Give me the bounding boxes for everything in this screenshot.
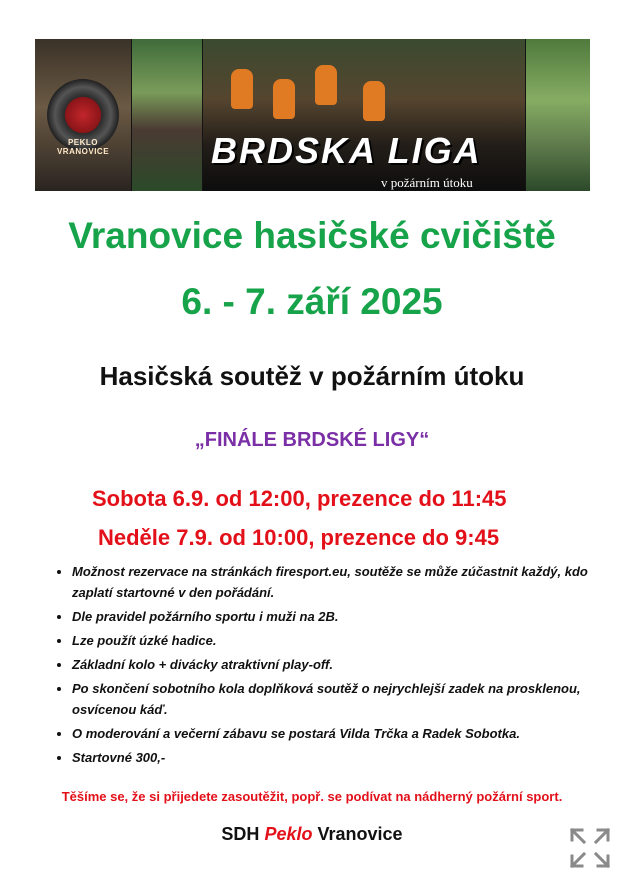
firefighter-figure xyxy=(273,79,295,119)
event-date-title: 6. - 7. září 2025 xyxy=(181,281,443,322)
organizer-suffix: Vranovice xyxy=(317,824,403,844)
features-list xyxy=(50,561,592,771)
event-location-title: Vranovice hasičské cvičiště xyxy=(68,215,556,256)
list-item: • Po skončení sobotního kola doplňková soutěž o nejrychlejší zadek na prosklenou, osvícenou káď. xyxy=(72,678,592,720)
header-banner xyxy=(35,39,590,191)
organizer-line xyxy=(0,824,624,845)
organizer-prefix: SDH xyxy=(221,824,260,844)
list-item: • Možnost rezervace na stránkách firesport.eu, soutěže se může zúčastnit každý, kdo zaplatí startovné v den pořádání. xyxy=(72,561,592,603)
logo-photo xyxy=(35,39,131,191)
brand-title: BRDSKA LIGA xyxy=(211,130,482,171)
brand-subtitle: v požárním útoku xyxy=(381,175,473,190)
expand-icon[interactable] xyxy=(568,826,612,870)
saturday-schedule: Sobota 6.9. od 12:00, prezence do 11:45 xyxy=(92,486,507,511)
event-subtitle: Hasičská soutěž v požárním útoku xyxy=(99,361,525,391)
list-item: • Dle pravidel požárního sportu i muži na 2B. xyxy=(72,606,592,627)
sunday-schedule: Neděle 7.9. od 10:00, prezence do 9:45 xyxy=(98,525,500,550)
photo-collage-left xyxy=(132,39,202,191)
final-label: „FINÁLE BRDSKÉ LIGY“ xyxy=(194,429,430,451)
list-item: • Startovné 300,- xyxy=(72,747,592,768)
organizer-highlight: Peklo xyxy=(264,824,313,844)
closing-note: Těšíme se, že si přijedete zasoutěžit, popř. se podívat na nádherný požární sport. xyxy=(61,789,563,804)
firefighter-figure xyxy=(231,69,253,109)
list-item: • O moderování a večerní zábavu se postará Vilda Trčka a Radek Sobotka. xyxy=(72,723,592,744)
firefighter-figure xyxy=(315,65,337,105)
list-item: • Základní kolo + divácky atraktivní play-off. xyxy=(72,654,592,675)
list-item: • Lze použít úzké hadice. xyxy=(72,630,592,651)
firefighter-figure xyxy=(363,81,385,121)
logo-text: PEKLO VRANOVICE xyxy=(56,138,110,156)
photo-collage-right xyxy=(526,39,590,191)
